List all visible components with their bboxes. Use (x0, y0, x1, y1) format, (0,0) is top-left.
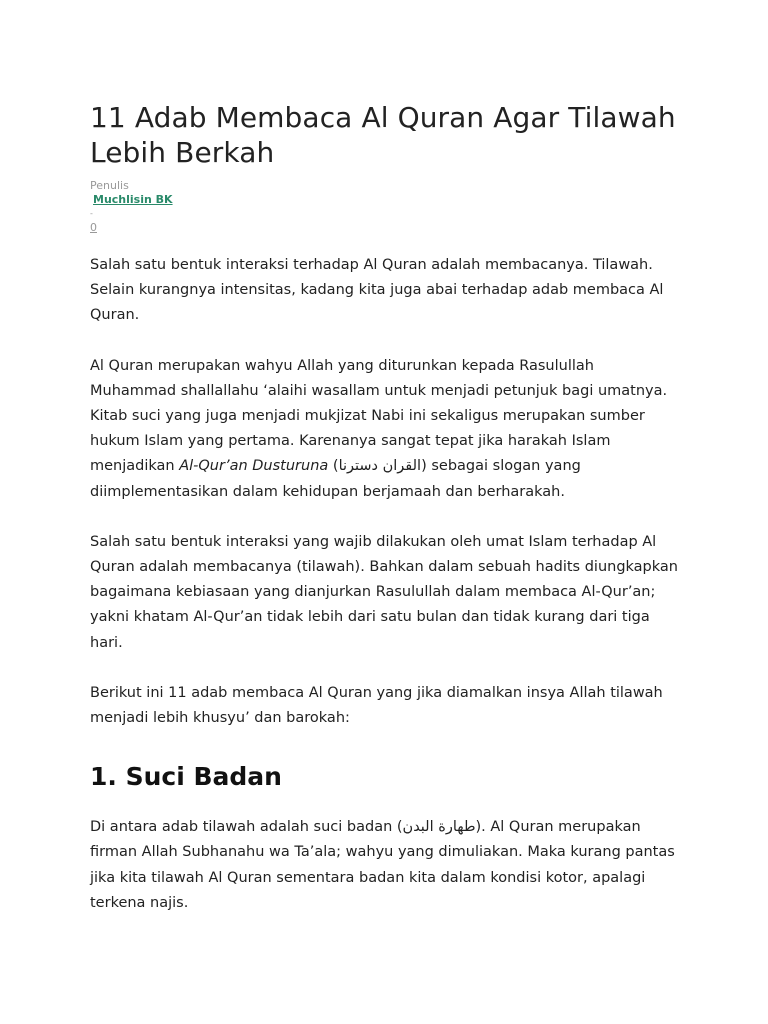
section-heading-suci-badan: 1. Suci Badan (90, 762, 282, 792)
paragraph-wahyu-text-start: Al Quran merupakan wahyu Allah yang diturunkan kepada Rasulullah Muhammad shallallahu ‘alaihi wasallam untuk menjadi petunjuk bagi umatnya. Kitab suci yang juga menjadi mukjizat Nabi ini sekaligus merupakan sumber hukum Islam yang pertama. Karenanya sangat tepat jika harakah Islam menjadikan (90, 357, 668, 475)
meta-separator: - (90, 209, 93, 218)
paragraph-wahyu (90, 354, 680, 505)
article-meta (90, 179, 680, 235)
paragraph-berikut: Berikut ini 11 adab membaca Al Quran yang jika diamalkan insya Allah tilawah menjadi lebih khusyu’ dan barokah: (90, 684, 663, 727)
author-label: Penulis (90, 179, 129, 192)
paragraph-interaksi: Salah satu bentuk interaksi yang wajib dilakukan oleh umat Islam terhadap Al Quran adalah membacanya (tilawah). Bahkan dalam sebuah hadits diungkapkan bagaimana kebiasaan yang dianjurkan Rasulullah dalam membaca Al-Qur’an; yakni khatam Al-Qur’an tidak lebih dari satu bulan dan tidak kurang dari tiga hari. (90, 533, 678, 651)
paragraph-suci-badan: Di antara adab tilawah adalah suci badan (طهارة البدن). Al Quran merupakan firman Allah Subhanahu wa Ta’ala; wahyu yang dimuliakan. Maka kurang pantas jika kita tilawah Al Quran sementara badan kita dalam kondisi kotor, apalagi terkena najis. (90, 819, 675, 911)
paragraph-intro: Salah satu bentuk interaksi terhadap Al Quran adalah membacanya. Tilawah. Selain kurangnya intensitas, kadang kita juga abai terhadap adab membaca Al Quran. (90, 257, 664, 324)
paragraph-wahyu-text-end: (القران دسترنا) sebagai slogan yang diimplementasikan dalam kehidupan berjamaah dan berharakah. (90, 458, 581, 500)
slogan-italic: Al-Qur’an Dusturuna (179, 458, 329, 475)
article (90, 100, 680, 916)
comment-count-link[interactable]: 0 (90, 221, 97, 234)
article-title: 11 Adab Membaca Al Quran Agar Tilawah Lebih Berkah (90, 101, 676, 169)
author-link[interactable]: Muchlisin BK (93, 193, 173, 206)
